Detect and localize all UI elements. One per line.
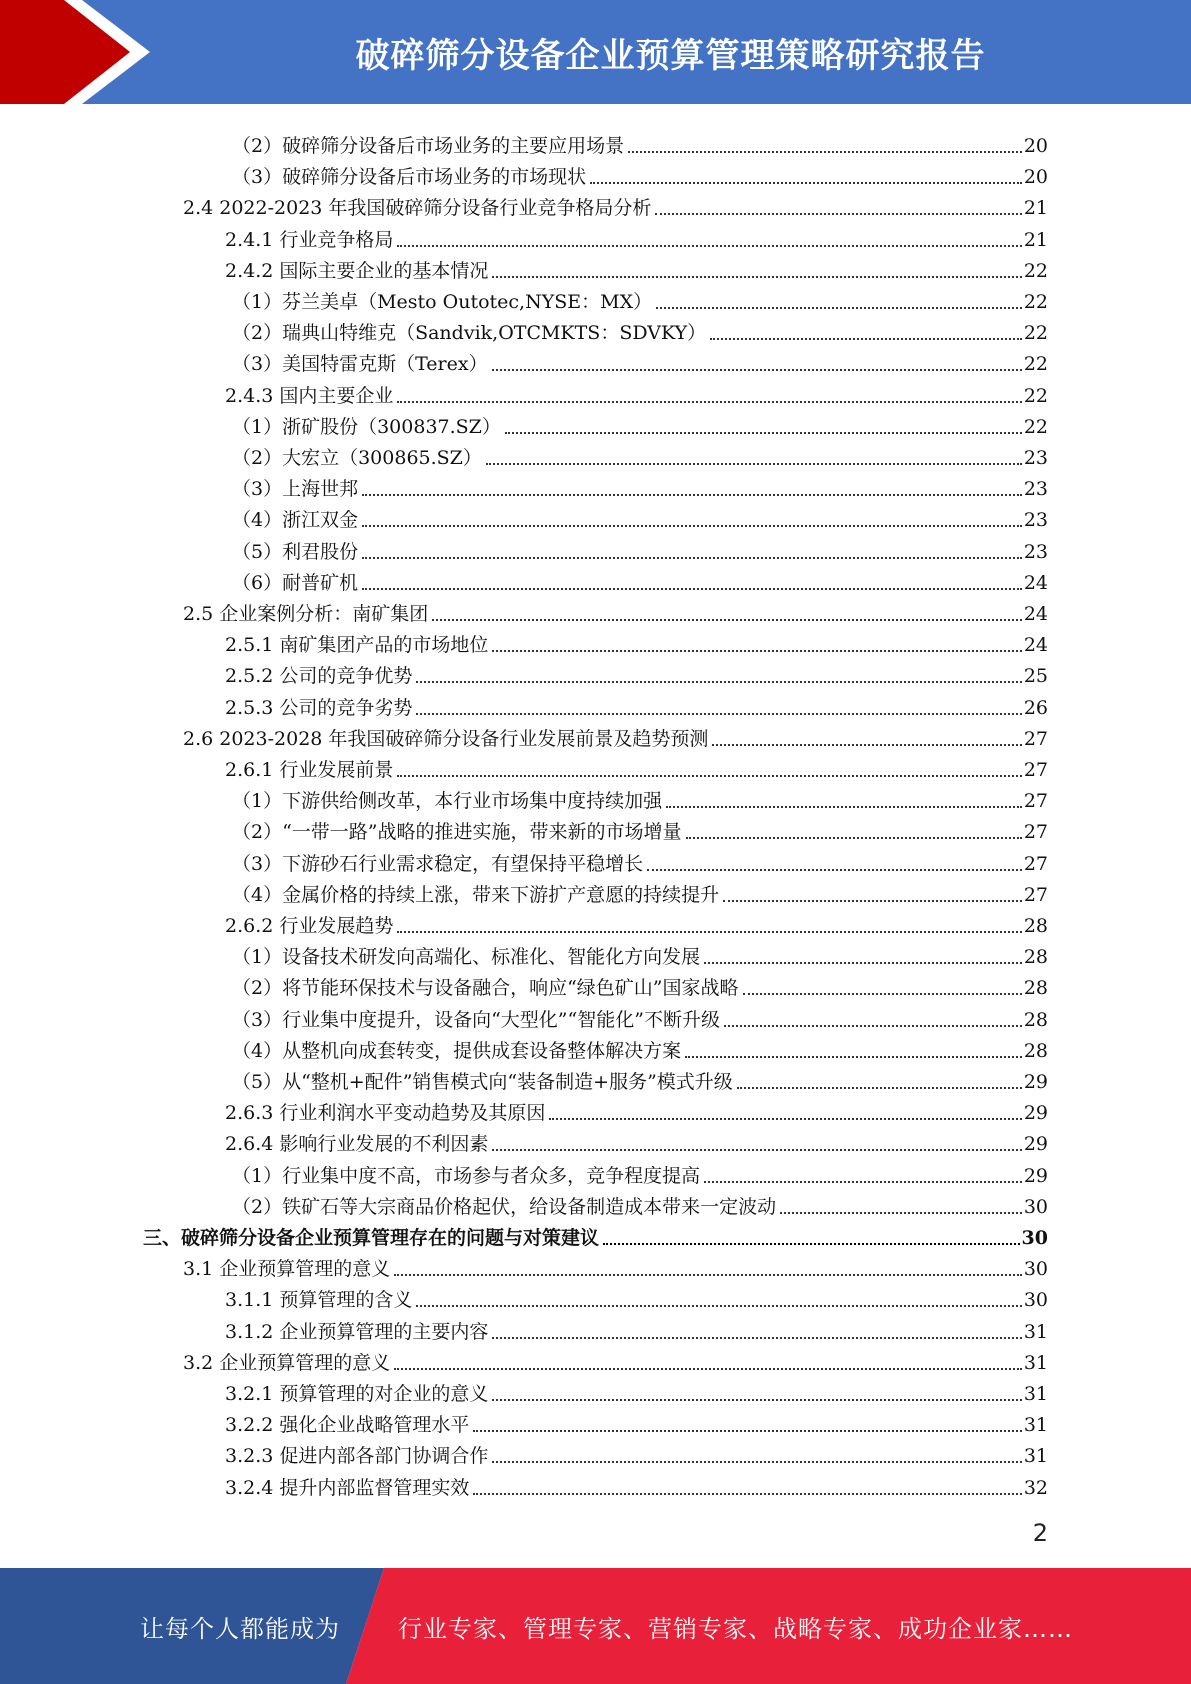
toc-entry-page: 22 (1023, 322, 1048, 345)
toc-entry-label: （6）耐普矿机 (232, 571, 359, 594)
toc-dot-leader (473, 1492, 1021, 1495)
toc-entry[interactable] (183, 189, 1048, 220)
toc-entry-page: 30 (1023, 1195, 1048, 1218)
toc-entry-label: 2.6.1 行业发展前景 (225, 759, 394, 781)
toc-dot-leader (397, 400, 1021, 403)
toc-entry-label: 2.5.2 公司的竞争优势 (225, 665, 413, 688)
toc-entry-label: 2.4.2 国际主要企业的基本情况 (225, 259, 489, 282)
toc-entry[interactable] (232, 1032, 1048, 1063)
toc-entry[interactable] (232, 533, 1048, 564)
toc-entry-page: 22 (1023, 384, 1048, 407)
toc-entry[interactable] (232, 314, 1048, 345)
toc-dot-leader (724, 1024, 1022, 1027)
toc-dot-leader (397, 244, 1021, 247)
toc-entry-label: 2.4 2022-2023 年我国破碎筛分设备行业竞争格局分析 (183, 197, 652, 220)
toc-entry-page: 31 (1023, 1320, 1048, 1343)
toc-entry-page: 29 (1023, 1164, 1048, 1187)
toc-entry[interactable] (232, 345, 1048, 376)
footer-slogan-right: 行业专家、管理专家、营销专家、战略专家、成功企业家…… (398, 1614, 1073, 1643)
toc-entry[interactable] (232, 1157, 1048, 1188)
toc-entry-page: 28 (1023, 1039, 1048, 1062)
toc-entry-label: （4）金属价格的持续上涨，带来下游扩产意愿的持续提升 (232, 883, 720, 906)
toc-dot-leader (655, 212, 1021, 215)
toc-entry[interactable] (232, 283, 1048, 314)
toc-entry-label: 2.4.3 国内主要企业 (225, 384, 394, 407)
toc-entry[interactable] (232, 1063, 1048, 1094)
toc-dot-leader (362, 556, 1022, 559)
toc-entry-page: 27 (1023, 821, 1048, 844)
toc-entry-label: （2）“一带一路”战略的推进实施，带来新的市场增量 (232, 821, 682, 844)
toc-dot-leader (704, 1180, 1022, 1183)
page-footer (0, 1568, 1191, 1684)
toc-entry-page: 22 (1023, 259, 1048, 282)
toc-entry-label: （5）从“整机+配件”销售模式向“装备制造+服务”模式升级 (232, 1071, 733, 1093)
toc-entry-label: （2）大宏立（300865.SZ） (232, 447, 482, 469)
toc-entry[interactable] (183, 595, 1048, 626)
toc-entry[interactable] (225, 1375, 1048, 1406)
toc-entry-page: 28 (1023, 915, 1048, 937)
toc-entry-label: （3）破碎筛分设备后市场业务的市场现状 (232, 166, 587, 189)
toc-entry[interactable] (225, 221, 1048, 252)
toc-dot-leader (492, 1336, 1021, 1339)
toc-entry-label: 2.6.4 影响行业发展的不利因素 (225, 1133, 489, 1156)
toc-entry-label: 3.2.1 预算管理的对企业的意义 (225, 1383, 489, 1405)
toc-dot-leader (492, 1148, 1021, 1151)
toc-dot-leader (549, 1117, 1021, 1120)
toc-entry-label: 3.2.2 强化企业战略管理水平 (225, 1414, 470, 1437)
toc-dot-leader (416, 712, 1021, 715)
toc-entry-page: 22 (1023, 353, 1048, 376)
toc-dot-leader (362, 524, 1022, 527)
toc-entry[interactable] (225, 1469, 1048, 1500)
toc-dot-leader (397, 930, 1021, 933)
toc-entry-label: 2.5 企业案例分析：南矿集团 (183, 603, 429, 625)
toc-entry-label: （5）利君股份 (232, 540, 359, 563)
toc-entry-label: （1）设备技术研发向高端化、标准化、智能化方向发展 (232, 946, 701, 969)
toc-entry-label: 3.2 企业预算管理的意义 (183, 1351, 391, 1374)
toc-entry-page: 22 (1023, 415, 1048, 438)
toc-dot-leader (492, 275, 1021, 278)
toc-entry[interactable] (225, 689, 1048, 720)
toc-entry-page: 29 (1023, 1071, 1048, 1093)
toc-dot-leader (628, 150, 1022, 153)
toc-entry-page: 28 (1023, 1008, 1048, 1031)
toc-dot-leader (647, 868, 1022, 871)
toc-entry-label: （1）浙矿股份（300837.SZ） (232, 415, 501, 438)
toc-dot-leader (723, 899, 1022, 902)
toc-entry-page: 24 (1023, 571, 1048, 594)
toc-entry-label: （3）下游砂石行业需求稳定，有望保持平稳增长 (232, 852, 644, 875)
toc-entry-label: （3）行业集中度提升，设备向“大型化”“智能化”不断升级 (232, 1008, 720, 1031)
footer-slogan-left: 让每个人都能成为 (140, 1614, 340, 1643)
toc-entry-page: 23 (1023, 509, 1048, 532)
toc-entry[interactable] (225, 1094, 1048, 1125)
toc-entry-page: 25 (1023, 665, 1048, 688)
toc-entry-page: 30 (1021, 1227, 1048, 1249)
toc-entry-page: 20 (1023, 166, 1048, 189)
toc-dot-leader (666, 805, 1022, 808)
toc-dot-leader (362, 587, 1022, 590)
toc-entry-label: 三、破碎筛分设备企业预算管理存在的问题与对策建议 (143, 1227, 600, 1249)
toc-entry-label: （3）上海世邦 (232, 478, 359, 501)
toc-entry[interactable] (232, 813, 1048, 844)
toc-entry[interactable] (232, 969, 1048, 1000)
toc-entry-label: 3.2.4 提升内部监督管理实效 (225, 1476, 470, 1499)
toc-entry[interactable] (225, 751, 1048, 782)
toc-entry[interactable] (232, 127, 1048, 158)
toc-entry-page: 21 (1023, 228, 1048, 251)
toc-dot-leader (492, 649, 1021, 652)
toc-entry[interactable] (225, 1313, 1048, 1344)
toc-dot-leader (710, 337, 1022, 340)
toc-dot-leader (704, 961, 1022, 964)
toc-entry-page: 24 (1023, 634, 1048, 657)
toc-entry[interactable] (232, 938, 1048, 969)
toc-entry-label: 2.6 2023-2028 年我国破碎筛分设备行业发展前景及趋势预测 (183, 727, 709, 750)
toc-dot-leader (492, 1460, 1021, 1463)
toc-dot-leader (492, 1398, 1021, 1401)
toc-entry[interactable] (232, 876, 1048, 907)
toc-entry-label: 2.5.3 公司的竞争劣势 (225, 696, 413, 719)
toc-dot-leader (603, 1242, 1020, 1245)
toc-entry-label: （1）下游供给侧改革，本行业市场集中度持续加强 (232, 790, 663, 813)
toc-entry-page: 29 (1023, 1133, 1048, 1156)
toc-entry[interactable] (225, 377, 1048, 408)
toc-dot-leader (473, 1429, 1021, 1432)
toc-entry-label: （4）从整机向成套转变，提供成套设备整体解决方案 (232, 1039, 682, 1062)
toc-entry-page: 20 (1023, 135, 1048, 157)
toc-dot-leader (656, 306, 1022, 309)
toc-entry-page: 32 (1023, 1476, 1048, 1499)
toc-dot-leader (362, 493, 1022, 496)
toc-entry-label: （1）芬兰美卓（Mesto Outotec,NYSE：MX） (232, 291, 653, 313)
toc-entry[interactable] (225, 626, 1048, 657)
toc-dot-leader (486, 462, 1022, 465)
toc-dot-leader (432, 618, 1022, 621)
toc-entry-label: （2）破碎筛分设备后市场业务的主要应用场景 (232, 135, 625, 157)
toc-entry-label: 3.1 企业预算管理的意义 (183, 1258, 391, 1281)
toc-entry[interactable] (232, 1001, 1048, 1032)
toc-entry-page: 23 (1023, 478, 1048, 501)
toc-dot-leader (743, 992, 1022, 995)
toc-entry[interactable] (183, 1344, 1048, 1375)
toc-dot-leader (686, 836, 1022, 839)
toc-dot-leader (416, 680, 1021, 683)
toc-dot-leader (590, 181, 1022, 184)
toc-entry-label: 3.1.1 预算管理的含义 (225, 1289, 413, 1312)
toc-entry[interactable] (225, 657, 1048, 688)
toc-entry-page: 22 (1023, 291, 1048, 313)
toc-entry[interactable] (232, 501, 1048, 532)
toc-dot-leader (505, 431, 1022, 434)
toc-entry[interactable] (232, 158, 1048, 189)
toc-entry-label: 2.5.1 南矿集团产品的市场地位 (225, 634, 489, 657)
toc-entry-label: 2.6.3 行业利润水平变动趋势及其原因 (225, 1102, 546, 1125)
page-header (0, 0, 1191, 112)
toc-entry-label: 2.4.1 行业竞争格局 (225, 228, 394, 251)
toc-entry-page: 27 (1023, 759, 1048, 781)
toc-entry-page: 31 (1023, 1383, 1048, 1405)
toc-entry[interactable] (232, 845, 1048, 876)
toc-entry-page: 31 (1023, 1351, 1048, 1374)
toc-entry-page: 27 (1023, 727, 1048, 750)
toc-dot-leader (737, 1086, 1022, 1089)
toc-entry[interactable] (225, 1437, 1048, 1468)
toc-entry-label: 3.1.2 企业预算管理的主要内容 (225, 1320, 489, 1343)
toc-entry[interactable] (183, 1250, 1048, 1281)
toc-dot-leader (394, 1367, 1022, 1370)
toc-entry-page: 23 (1023, 447, 1048, 469)
toc-entry-label: （2）将节能环保技术与设备融合，响应“绿色矿山”国家战略 (232, 977, 739, 1000)
toc-entry-page: 31 (1023, 1445, 1048, 1468)
toc-entry-page: 23 (1023, 540, 1048, 563)
toc-entry-page: 30 (1023, 1258, 1048, 1281)
toc-entry[interactable] (225, 1281, 1048, 1312)
toc-entry-label: （3）美国特雷克斯（Terex） (232, 353, 488, 376)
toc-entry-label: 3.2.3 促进内部各部门协调合作 (225, 1445, 489, 1468)
toc-entry-page: 27 (1023, 790, 1048, 813)
toc-entry-page: 28 (1023, 977, 1048, 1000)
toc-entry[interactable] (232, 439, 1048, 470)
toc-entry[interactable] (225, 252, 1048, 283)
toc-entry[interactable] (232, 408, 1048, 439)
toc-entry[interactable] (225, 907, 1048, 938)
toc-entry[interactable] (232, 564, 1048, 595)
toc-dot-leader (397, 774, 1021, 777)
toc-entry-label: （4）浙江双金 (232, 509, 359, 532)
toc-entry-page: 27 (1023, 852, 1048, 875)
report-title: 破碎筛分设备企业预算管理策略研究报告 (355, 35, 986, 76)
toc-dot-leader (780, 1211, 1022, 1214)
toc-entry-page: 31 (1023, 1414, 1048, 1437)
toc-entry-page: 30 (1023, 1289, 1048, 1312)
toc-entry[interactable] (183, 720, 1048, 751)
toc-entry[interactable] (225, 1406, 1048, 1437)
toc-entry-page: 26 (1023, 696, 1048, 719)
toc-entry-page: 27 (1023, 883, 1048, 906)
toc-entry-page: 21 (1023, 197, 1048, 220)
toc-entry[interactable] (232, 1188, 1048, 1219)
toc-dot-leader (492, 368, 1022, 371)
toc-entry[interactable] (232, 470, 1048, 501)
toc-dot-leader (394, 1273, 1022, 1276)
toc-dot-leader (712, 743, 1021, 746)
page-number: 2 (1032, 1519, 1048, 1547)
toc-entry-page: 29 (1023, 1102, 1048, 1125)
toc-entry[interactable] (143, 1219, 1048, 1250)
toc-entry[interactable] (232, 782, 1048, 813)
toc-entry-page: 28 (1023, 946, 1048, 969)
toc-dot-leader (416, 1304, 1021, 1307)
toc-entry[interactable] (225, 1125, 1048, 1156)
toc-entry-label: （1）行业集中度不高，市场参与者众多，竞争程度提高 (232, 1164, 701, 1187)
toc-entry-page: 24 (1023, 603, 1048, 625)
toc-entry-label: （2）铁矿石等大宗商品价格起伏，给设备制造成本带来一定波动 (232, 1195, 777, 1218)
toc-dot-leader (685, 1055, 1022, 1058)
toc-entry-label: （2）瑞典山特维克（Sandvik,OTCMKTS：SDVKY） (232, 322, 707, 345)
toc-entry-label: 2.6.2 行业发展趋势 (225, 915, 394, 937)
